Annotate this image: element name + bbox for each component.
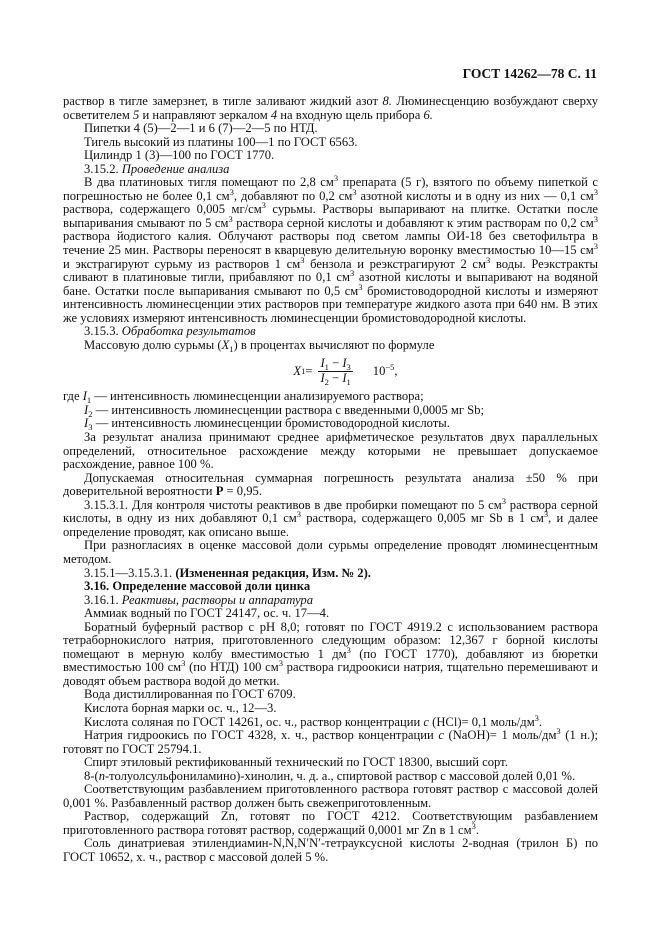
subscript: 1 [86, 395, 92, 406]
factor-base: 10 [372, 363, 386, 378]
text-run: (NaOH)= 1 моль/дм [443, 728, 557, 743]
text-run: раствора, содержащего 0,005 мг/см [63, 202, 262, 217]
text-run: 8. [382, 94, 392, 108]
superscript: 3 [300, 254, 305, 265]
text-run: раствор в тигле замерзнет, в тигле заливают жидкий азот [63, 94, 383, 108]
paragraph [63, 539, 598, 566]
superscript: 3 [346, 644, 351, 655]
text-run: воды. Реэкстракты сливают в платиновые тигли, прибавляют по 0,1 см [63, 256, 599, 285]
text-run: I [342, 370, 347, 385]
text-run: 3.15.1—3.15.3.1. [84, 565, 176, 580]
superscript: 3 [593, 241, 598, 252]
superscript: 3 [352, 186, 357, 197]
text-run: раствора серной кислоты и добавляют к этим растворам по 0,2 см [232, 215, 594, 230]
text-run: 3.16. Определение массовой доли цинка [84, 579, 311, 594]
text-run: P [215, 484, 224, 499]
paragraph [63, 339, 598, 353]
text-run: 6. [423, 107, 433, 122]
paragraph [63, 837, 598, 864]
superscript: 3 [228, 213, 233, 224]
text-run: азотной кислоты и выпаривают на водяной бане. Остатки после выпаривания смывают по 0,5 см [63, 270, 598, 298]
paragraph [63, 607, 598, 621]
text-run: . [538, 714, 543, 729]
text-run: и направляют зеркалом [139, 107, 271, 122]
paragraph [63, 122, 598, 136]
text-run: I [82, 389, 87, 404]
superscript: 3 [543, 509, 549, 520]
text-run: I [320, 356, 325, 371]
text-run: (Измененная редакция, Изм. № 2). [175, 565, 371, 580]
text-run: Соль динатриевая этилендиамин-N,N,N′N′-тетрауксусной кислоты 2-водная (трилон Б) по ГОСТ 10652, х. ч., раствор с массовой долей 5 %. [63, 836, 598, 864]
text-run: ) в процентах вычисляют по формуле [233, 337, 435, 352]
paragraph [63, 417, 598, 431]
denominator [318, 372, 352, 386]
text-run: Раствор, содержащий Zn, готовят по ГОСТ 4212. Соответствующим разбавлением приготовленного раствора готовят раствор, содержащий 0,0001 мг Zn в 1 см [63, 809, 598, 837]
paragraph [63, 580, 598, 594]
document-body [63, 95, 598, 865]
text-run: сурьмы. Растворы выпаривают на плитке. Остатки после выпаривания смывают по 5 см [63, 202, 598, 230]
text-run: Боратный буферный раствор с рН 8,0; готовят по ГОСТ 4919.2 с использованием раствора тетраборнокислого натрия, приготовленного следующим образом: 12,367 г борной кислоты помещают в мерную колбу вместимостью 1 дм [63, 619, 598, 661]
superscript: 3 [593, 213, 598, 224]
text-run: азотной кислоты и в одну из них — 0,1 см [356, 188, 594, 203]
superscript: 3 [349, 268, 355, 279]
text-run: Тигель высокий из платины 100—1 по ГОСТ 6563. [84, 134, 358, 149]
text-run: 3.15.3.1. Для контроля чистоты реактивов в две пробирки помещают по 5 см [84, 497, 502, 512]
superscript: 3 [556, 726, 561, 737]
text-run: Обработка результатов [121, 324, 256, 339]
text-run: c [438, 728, 444, 743]
text-run: (HCl)= 0,1 моль/дм [428, 714, 535, 729]
paragraph [63, 726, 598, 756]
text-run: раствора серной кислоты, в одну из них добавляют 0,1 см [63, 497, 598, 526]
paragraph [63, 173, 599, 325]
superscript: 3 [333, 173, 339, 184]
text-run: X [221, 337, 230, 352]
text-run: I [84, 416, 89, 431]
text-run: -толуолсульфониламино)-хинолин, ч. д. а., спиртовой раствор с массовой долей 0,01 %. [104, 768, 576, 783]
text-run: I [320, 370, 325, 385]
superscript: 3 [593, 186, 599, 197]
text-run: При разногласиях в оценке массовой доли сурьмы определение проводят люминесцентным методом. [63, 538, 598, 566]
text-run: раствора, содержащего 0,005 мг Sb в 1 см [301, 511, 544, 526]
text-run: Реактивы, растворы и аппаратура [121, 592, 314, 607]
text-run: Кислота соляная по ГОСТ 14261, ос. ч., раствор концентрации [84, 714, 424, 729]
paragraph [63, 495, 599, 540]
text-run: В два платиновых тигля помещают по 2,8 см [84, 175, 334, 190]
text-run: − [328, 356, 343, 371]
text-run: и экстрагируют сурьму из растворов 1 см [63, 256, 301, 271]
text-run: За результат анализа принимают среднее арифметическое результатов двух параллельных определений, относительное расхождение между которыми не превышает допускаемое расхождение, равное 100 %. [63, 430, 598, 472]
paragraph [63, 594, 598, 608]
subscript: 1 [324, 362, 329, 373]
text-run: Цилиндр 1 (3)—100 по ГОСТ 1770. [84, 148, 275, 163]
paragraph [63, 810, 598, 837]
equals-sign: = [305, 363, 313, 378]
paragraph [63, 783, 598, 810]
text-run: где [63, 389, 83, 404]
text-run: 5 [133, 107, 140, 122]
paragraph [63, 567, 598, 581]
superscript: 3 [501, 495, 506, 506]
text-run: раствора гидроокиси натрия, тщательно перемешивают и доводят объем раствора водой до метки. [63, 660, 598, 688]
superscript: 3 [181, 658, 186, 669]
subscript: 2 [88, 408, 93, 419]
text-run: I [84, 402, 89, 417]
paragraph [63, 688, 598, 702]
paragraph [63, 136, 598, 150]
text-run: 8-( [84, 768, 99, 783]
text-run: (по НТД) 100 см [185, 660, 279, 675]
superscript: 3 [229, 186, 234, 197]
paragraph [63, 95, 598, 122]
text-run: (1 н.); готовят по ГОСТ 25794.1. [63, 728, 598, 756]
text-run: бромистоводородной кислоты и измеряют интенсивность люминесценции этих растворов при температуре жидкого азота при 640 нм. В этих же условиях измеряют интенсивность люминесценции бромистоводородной кислоты. [63, 283, 598, 325]
comma: , [394, 363, 398, 378]
text-run: Пипетки 4 (5)—2—1 и 6 (7)—2—5 по НТД. [84, 121, 318, 136]
paragraph [63, 472, 598, 499]
text-run: c [423, 714, 429, 729]
superscript: 3 [534, 712, 539, 723]
paragraph [63, 325, 598, 339]
text-run: Вода дистиллированная по ГОСТ 6709. [84, 687, 296, 702]
superscript: 3 [358, 281, 363, 292]
paragraph [63, 431, 598, 472]
subscript: 3 [88, 422, 93, 433]
text-run: — интенсивность люминесценции анализируемого раствора; [91, 389, 424, 404]
text-run: − [328, 370, 343, 385]
subscript: 1 [346, 376, 351, 387]
paragraph [63, 390, 598, 404]
text-run: 3.16.1. [84, 592, 122, 607]
paragraph [63, 770, 598, 784]
text-run: . [475, 822, 480, 837]
text-run: — интенсивность люминесценции раствора с введенными 0,0005 мг Sb; [92, 402, 484, 417]
text-run: 3.15.2. [84, 161, 122, 176]
text-run: препарата (5 г), взятого по объему пипеткой с погрешностью не более 0,1 см [63, 175, 598, 203]
superscript: −5 [385, 361, 395, 372]
text-run: I [342, 356, 347, 371]
superscript: 3 [261, 200, 266, 211]
subscript: 2 [324, 376, 329, 387]
text-run: Люминесценцию возбуждают сверху осветителем [63, 94, 598, 122]
paragraph [63, 149, 598, 163]
formula: X 1 = $\frac{I_1 - I_3}{I_2 - I_1}$ $10^{-5}$, [293, 356, 398, 387]
paragraph [63, 756, 598, 770]
text-run: бензола и реэкстрагируют 2 см [304, 256, 486, 271]
text-run: , и далее определение проводят, как описано выше. [63, 511, 599, 539]
numerator [318, 357, 352, 372]
text-run: 3.15.3. [84, 324, 122, 339]
text-run: Проведение анализа [121, 161, 230, 176]
text-run: n [98, 768, 105, 783]
superscript: 3 [486, 254, 491, 265]
text-run: 4 [270, 107, 278, 122]
text-run: раствора йодистого калия. Облучают растворы под светом лампы ОИ-18 без светофильтра в течение 25 мин. Растворы переносят в кварцевую делительную воронку вместимостью 10—15 см [63, 229, 598, 258]
paragraph [63, 621, 598, 689]
page-header: ГОСТ 14262—78 С. 11 [462, 66, 597, 81]
superscript: 3 [471, 820, 476, 831]
fraction [318, 357, 352, 385]
text-run: = 0,95. [223, 484, 262, 499]
subscript: 3 [346, 362, 351, 373]
text-run: Соответствующим разбавлением приготовленного раствора готовят раствор с массовой долей 0,001 %. Разбавленный раствор должен быть свежеприготовленным. [63, 782, 598, 810]
text-run: Спирт этиловый ректификованный технический по ГОСТ 18300, высший сорт. [84, 755, 508, 770]
paragraph [63, 702, 598, 716]
text-run: Аммиак водный по ГОСТ 24147, ос. ч. 17—4. [84, 606, 330, 621]
superscript: 3 [296, 509, 302, 520]
text-run: Натрия гидроокись по ГОСТ 4328, х. ч., раствор концентрации [84, 728, 439, 743]
paragraph [63, 404, 598, 418]
text-run: , добавляют по 0,2 см [233, 188, 353, 203]
subscript: 1 [229, 343, 234, 354]
text-run: Кислота борная марки ос. ч., 12—3. [84, 700, 277, 715]
superscript: 3 [278, 658, 283, 669]
text-run: на входную щель прибора [277, 107, 424, 122]
text-run: — интенсивность люминесценции бромистоводородной кислоты. [92, 416, 450, 431]
formula-variable: X [293, 363, 302, 378]
text-run: Массовую долю сурьмы ( [84, 337, 222, 352]
factor [372, 361, 398, 379]
text-run: Допускаемая относительная суммарная погрешность результата анализа ±50 % при доверительной вероятности [63, 470, 598, 499]
text-run: (по ГОСТ 1770), добавляют из бюретки вместимостью 100 см [63, 646, 598, 675]
